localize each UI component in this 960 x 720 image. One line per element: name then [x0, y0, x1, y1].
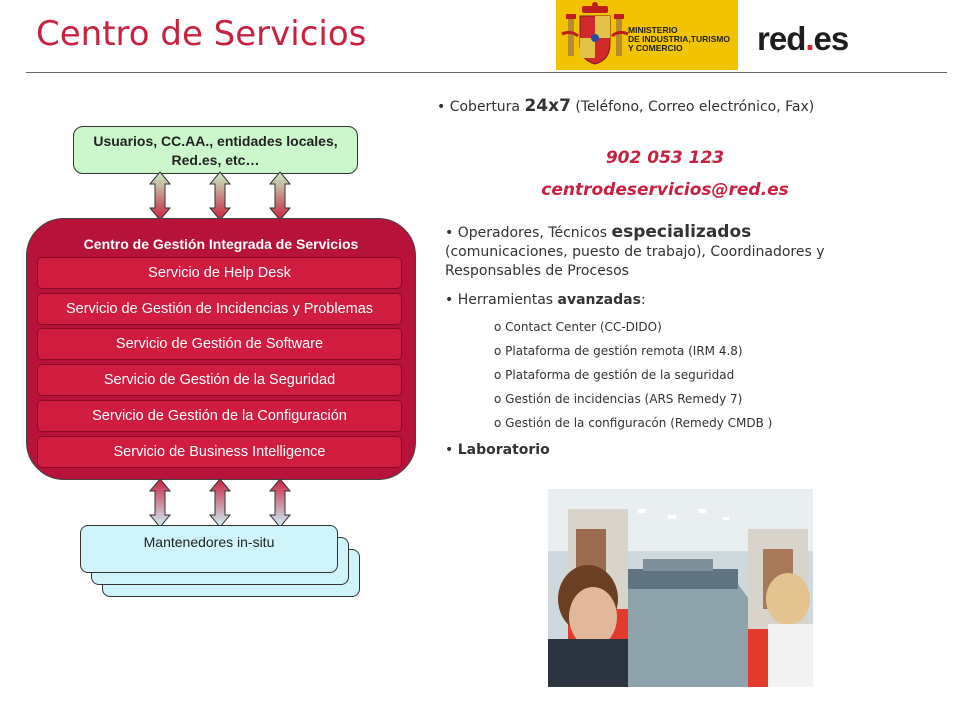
operators-emphasis: especializados	[611, 222, 752, 242]
service-configuration: Servicio de Gestión de la Configuración	[37, 400, 402, 432]
ministry-line-2: DE INDUSTRIA,TURISMO	[628, 34, 730, 44]
operators-line-3: Responsables de Procesos	[445, 263, 629, 279]
lab-label: Laboratorio	[457, 442, 550, 458]
maintainers-label: Mantenedores in-situ	[143, 534, 275, 550]
bullet-icon: •	[437, 99, 450, 115]
redes-logo-dot: .	[805, 20, 814, 57]
tool-item-label: Plataforma de gestión remota (IRM 4.8)	[505, 344, 743, 358]
tool-item-marker: o	[494, 344, 502, 358]
coverage-suffix: (Teléfono, Correo electrónico, Fax)	[570, 99, 815, 115]
coverage-prefix: Cobertura	[449, 99, 525, 115]
tool-item-marker: o	[494, 368, 502, 382]
tools-bullet	[445, 292, 646, 308]
bullet-icon: •	[445, 292, 458, 308]
tools-emphasis: avanzadas	[557, 292, 641, 308]
service-center-photo	[548, 489, 813, 687]
bullet-icon: •	[445, 225, 458, 241]
tool-item-label: Plataforma de gestión de la seguridad	[505, 368, 735, 382]
operators-bullet	[445, 223, 895, 281]
top-arrows	[140, 170, 300, 222]
office-photo-image	[548, 489, 813, 687]
tool-item-marker: o	[494, 320, 502, 334]
bottom-arrows	[140, 477, 300, 529]
tool-item	[494, 320, 662, 334]
contact-phone: 902 053 123	[605, 148, 725, 168]
tool-item-marker: o	[494, 392, 502, 406]
tool-item-label: Gestión de incidencias (ARS Remedy 7)	[505, 392, 743, 406]
tool-item	[494, 368, 734, 382]
operators-line-2: (comunicaciones, puesto de trabajo), Coordinadores y	[445, 244, 825, 260]
service-help-desk: Servicio de Help Desk	[37, 257, 402, 289]
tool-item-marker: o	[494, 416, 502, 430]
users-box: Usuarios, CC.AA., entidades locales, Red.es, etc…	[73, 126, 358, 174]
coverage-bullet	[437, 96, 814, 116]
tool-item	[494, 392, 742, 406]
service-security: Servicio de Gestión de la Seguridad	[37, 364, 402, 396]
double-arrow-icon	[270, 172, 290, 220]
tool-item-label: Contact Center (CC-DIDO)	[505, 320, 662, 334]
bullet-icon: •	[445, 442, 458, 458]
tools-suffix: :	[640, 292, 646, 308]
redes-logo-suffix: es	[813, 20, 849, 57]
page-title: Centro de Servicios	[36, 14, 367, 54]
ministry-line-1: MINISTERIO	[628, 25, 678, 35]
operators-prefix: Operadores, Técnicos	[457, 225, 612, 241]
redes-logo-main: red	[757, 20, 806, 57]
tool-item	[494, 344, 743, 358]
double-arrow-icon	[270, 479, 290, 527]
redes-logo	[757, 20, 848, 58]
ministry-line-3: Y COMERCIO	[628, 43, 683, 53]
contact-email: centrodeservicios@red.es	[541, 180, 789, 200]
double-arrow-icon	[150, 479, 170, 527]
service-software: Servicio de Gestión de Software	[37, 328, 402, 360]
tools-prefix: Herramientas	[457, 292, 558, 308]
ministry-name	[628, 26, 730, 53]
lab-bullet	[445, 442, 550, 458]
tool-item	[494, 416, 772, 430]
coverage-emphasis: 24x7	[524, 96, 571, 116]
center-title: Centro de Gestión Integrada de Servicios	[83, 236, 359, 252]
double-arrow-icon	[210, 172, 230, 220]
service-incidents-problems: Servicio de Gestión de Incidencias y Problemas	[37, 293, 402, 325]
service-business-intelligence: Servicio de Business Intelligence	[37, 436, 402, 468]
double-arrow-icon	[210, 479, 230, 527]
tool-item-label: Gestión de la configuracón (Remedy CMDB )	[505, 416, 773, 430]
double-arrow-icon	[150, 172, 170, 220]
header-divider	[26, 72, 947, 73]
